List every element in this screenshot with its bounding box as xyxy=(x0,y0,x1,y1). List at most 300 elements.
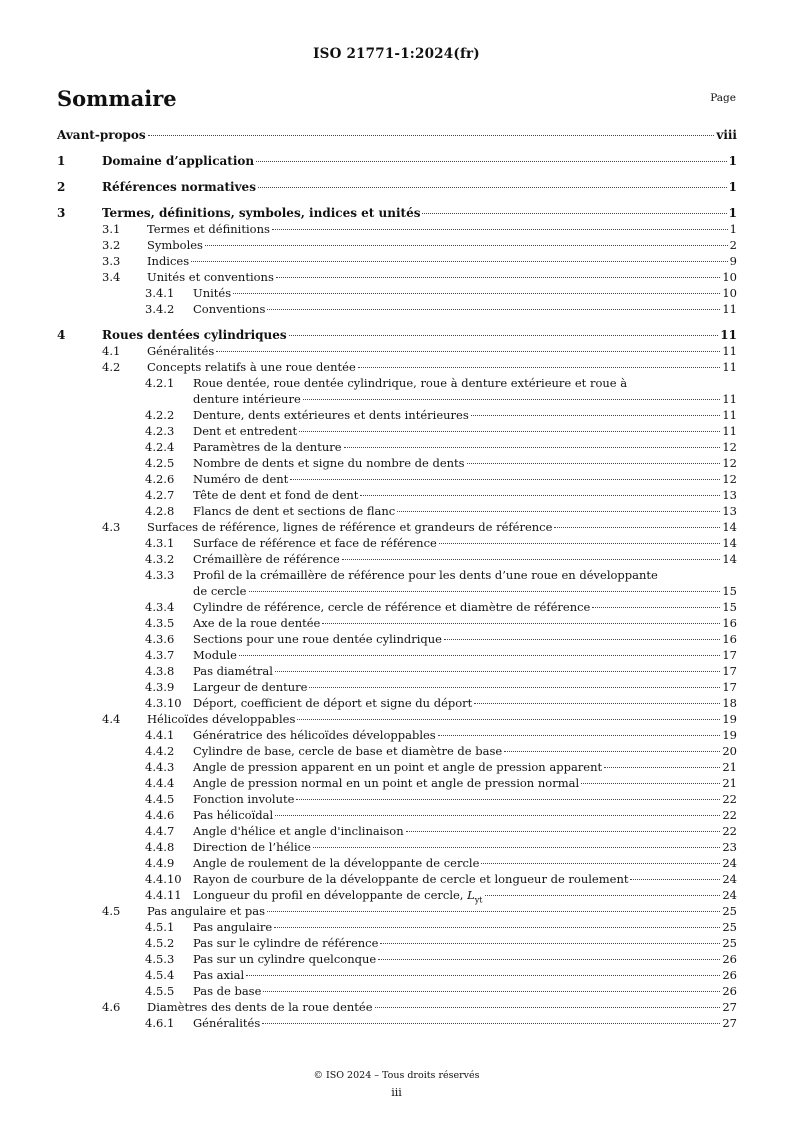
toc-entry-label[interactable] xyxy=(193,951,376,967)
toc-entry[interactable] xyxy=(57,951,737,967)
toc-entry-page: 15 xyxy=(722,600,737,614)
section-spacer xyxy=(57,169,737,179)
dot-leader xyxy=(309,687,720,688)
toc-entry-label[interactable] xyxy=(193,551,340,567)
toc-entry-wrap[interactable] xyxy=(57,375,737,391)
toc-entry[interactable] xyxy=(57,127,737,143)
toc-entry-page: 13 xyxy=(722,488,737,502)
toc-entry-text: Numéro de dent xyxy=(193,472,289,486)
toc-entry-text: Longueur du profil en développante de cercle, xyxy=(193,888,468,902)
toc-entry-text: Angle d'hélice et angle d'inclinaison xyxy=(193,824,404,838)
toc-entry[interactable] xyxy=(57,999,737,1015)
toc-entry-text: Pas de base xyxy=(193,984,262,998)
toc-entry-label[interactable] xyxy=(147,237,203,253)
toc-entry[interactable] xyxy=(57,519,737,535)
toc-entry-number: 4.2 xyxy=(102,360,121,374)
toc-entry-text: Généralités xyxy=(147,344,215,358)
toc-entry-label[interactable] xyxy=(193,285,231,301)
dot-leader xyxy=(249,591,721,592)
toc-entry-label[interactable] xyxy=(147,221,270,237)
toc-entry-label[interactable] xyxy=(193,583,247,599)
toc-entry[interactable] xyxy=(57,775,737,791)
toc-entry-number: 4.5.3 xyxy=(145,952,175,966)
toc-entry-number: 4.3.5 xyxy=(145,616,175,630)
toc-entry-label[interactable] xyxy=(102,153,254,169)
toc-entry-label[interactable] xyxy=(193,423,297,439)
toc-entry-label[interactable] xyxy=(193,487,358,503)
dot-leader xyxy=(191,261,728,262)
toc-entry-number: 4.5 xyxy=(102,904,121,918)
toc-entry-label[interactable] xyxy=(193,301,265,317)
toc-entry-page: 9 xyxy=(729,254,737,268)
toc-entry-text: Denture, dents extérieures et dents intérieures xyxy=(193,408,469,422)
toc-entry[interactable] xyxy=(57,823,737,839)
toc-entry-number: 4.4.3 xyxy=(145,760,175,774)
toc-entry-page: 26 xyxy=(722,952,737,966)
toc-entry-label[interactable] xyxy=(147,359,356,375)
toc-entry-number: 3.3 xyxy=(102,254,121,268)
toc-entry-number: 4.4.2 xyxy=(145,744,175,758)
toc-entry[interactable] xyxy=(57,407,737,423)
toc-entry-page: 16 xyxy=(722,616,737,630)
toc-entry-text: Concepts relatifs à une roue dentée xyxy=(147,360,356,374)
toc-entry-number: 3.2 xyxy=(102,238,121,252)
dot-leader xyxy=(299,431,720,432)
toc-entry-page: 14 xyxy=(722,520,737,534)
toc-entry-text: Références normatives xyxy=(102,180,256,194)
toc-entry[interactable] xyxy=(57,695,737,711)
toc-entry-number: 4.3.4 xyxy=(145,600,175,614)
dot-leader xyxy=(344,447,721,448)
toc-entry-wrap[interactable] xyxy=(57,567,737,583)
toc-entry-label[interactable] xyxy=(193,647,237,663)
toc-entry-text: Dent et entredent xyxy=(193,424,298,438)
toc-entry-number: 2 xyxy=(57,180,66,194)
toc-entry-page: 11 xyxy=(722,360,737,374)
toc-entry-number: 4.3.1 xyxy=(145,536,175,550)
toc-entry[interactable] xyxy=(57,935,737,951)
toc-entry-label[interactable] xyxy=(147,903,265,919)
toc-entry-number: 4.4.6 xyxy=(145,808,175,822)
toc-entry-label[interactable] xyxy=(193,839,311,855)
toc-entry-text: Roues dentées cylindriques xyxy=(102,328,287,342)
toc-entry-text: Pas diamétral xyxy=(193,664,273,678)
dot-leader xyxy=(406,831,721,832)
toc-entry-text: Diamètres des dents de la roue dentée xyxy=(147,1000,373,1014)
toc-entry-page: 26 xyxy=(722,968,737,982)
toc-entry-text: Axe de la roue dentée xyxy=(193,616,321,630)
toc-entry-number: 4.4.9 xyxy=(145,856,175,870)
toc-entry-page: 10 xyxy=(722,286,737,300)
toc-entry-page: 21 xyxy=(722,760,737,774)
toc-entry-label[interactable] xyxy=(193,391,301,407)
toc-entry[interactable] xyxy=(57,631,737,647)
page-column-label: Page xyxy=(710,92,736,104)
section-spacer xyxy=(57,317,737,327)
toc-entry[interactable] xyxy=(57,205,737,221)
toc-entry[interactable] xyxy=(57,269,737,285)
toc-entry-page: 25 xyxy=(722,936,737,950)
dot-leader xyxy=(444,639,720,640)
toc-entry-text: Pas sur le cylindre de référence xyxy=(193,936,379,950)
toc-entry[interactable] xyxy=(57,1015,737,1031)
toc-entry-number: 4.3.8 xyxy=(145,664,175,678)
toc-entry-number: 3 xyxy=(57,206,66,220)
toc-entry[interactable] xyxy=(57,903,737,919)
section-spacer xyxy=(57,195,737,205)
toc-entry[interactable] xyxy=(57,237,737,253)
toc-entry[interactable] xyxy=(57,487,737,503)
toc-entry-text: Cylindre de base, cercle de base et diamètre de base xyxy=(193,744,503,758)
toc-entry-label[interactable] xyxy=(193,615,320,631)
dot-leader xyxy=(504,751,720,752)
toc-entry-text: Domaine d’application xyxy=(102,154,255,168)
toc-entry-text: Direction de l’hélice xyxy=(193,840,311,854)
section-spacer xyxy=(57,143,737,153)
toc-entry-page: 11 xyxy=(722,408,737,422)
dot-leader xyxy=(554,527,720,528)
toc-entry[interactable] xyxy=(57,583,737,599)
toc-entry[interactable] xyxy=(57,887,737,903)
toc-entry-page: 10 xyxy=(722,270,737,284)
dot-leader xyxy=(592,607,720,608)
symbol: L xyxy=(467,888,475,902)
toc-entry-page: 12 xyxy=(722,456,737,470)
toc-entry-text: Symboles xyxy=(147,238,203,252)
toc-entry-number: 4.3.7 xyxy=(145,648,175,662)
toc-entry-text: Pas hélicoïdal xyxy=(193,808,274,822)
toc-entry-page: 11 xyxy=(722,302,737,316)
toc-entry-label[interactable] xyxy=(193,983,261,999)
toc-entry-page: 20 xyxy=(722,744,737,758)
toc-entry-label[interactable] xyxy=(193,695,472,711)
toc-entry-label-line1[interactable]: Roue dentée, roue dentée cylindrique, roue à denture extérieure et roue à xyxy=(193,376,628,390)
toc-entry-label[interactable] xyxy=(102,327,287,343)
dot-leader xyxy=(439,543,721,544)
toc-entry-label[interactable] xyxy=(57,127,146,143)
toc-entry-label[interactable] xyxy=(193,807,273,823)
dot-leader xyxy=(422,213,726,214)
toc-entry-number: 4.4.8 xyxy=(145,840,175,854)
toc-entry-number: 4.3.3 xyxy=(145,568,175,582)
dot-leader xyxy=(380,943,720,944)
dot-leader xyxy=(481,863,720,864)
toc-entry-page: 14 xyxy=(722,552,737,566)
dot-leader xyxy=(289,335,719,336)
toc-entry-page: 12 xyxy=(722,472,737,486)
toc-entry-number: 4.2.8 xyxy=(145,504,175,518)
toc-entry-label[interactable] xyxy=(147,269,274,285)
dot-leader xyxy=(263,991,720,992)
toc-entry[interactable] xyxy=(57,439,737,455)
toc-entry-label[interactable] xyxy=(193,455,465,471)
toc-entry-label[interactable] xyxy=(193,599,590,615)
toc-entry-number: 4.2.6 xyxy=(145,472,175,486)
dot-leader xyxy=(148,135,715,136)
toc-entry-text: Nombre de dents et signe du nombre de dents xyxy=(193,456,465,470)
dot-leader xyxy=(438,735,721,736)
toc-entry[interactable] xyxy=(57,253,737,269)
toc-entry-page: 17 xyxy=(722,664,737,678)
toc-entry-label[interactable] xyxy=(102,179,256,195)
toc-entry[interactable] xyxy=(57,679,737,695)
toc-entry[interactable] xyxy=(57,343,737,359)
toc-entry-text: de cercle xyxy=(193,584,247,598)
toc-entry-number: 4.2.1 xyxy=(145,376,175,390)
toc-entry[interactable] xyxy=(57,599,737,615)
toc-entry-page: 24 xyxy=(722,856,737,870)
dot-leader xyxy=(630,879,720,880)
toc-entry-label[interactable] xyxy=(193,935,378,951)
dot-leader xyxy=(358,367,721,368)
toc-entry-number: 4.6.1 xyxy=(145,1016,175,1030)
dot-leader xyxy=(246,975,720,976)
toc-entry-number: 4.3.10 xyxy=(145,696,182,710)
dot-leader xyxy=(262,1023,720,1024)
dot-leader xyxy=(258,187,727,188)
toc-entry[interactable] xyxy=(57,615,737,631)
toc-entry-number: 4.4.4 xyxy=(145,776,175,790)
toc-entry-text: Unités xyxy=(193,286,232,300)
toc-entry-number: 4.5.1 xyxy=(145,920,175,934)
page-number: iii xyxy=(391,1086,402,1099)
toc-entry-number: 4.4.5 xyxy=(145,792,175,806)
toc-entry[interactable] xyxy=(57,285,737,301)
toc-entry-text: Génératrice des hélicoïdes développables xyxy=(193,728,436,742)
toc-entry-text: Hélicoïdes développables xyxy=(147,712,296,726)
toc-entry-page: 19 xyxy=(722,712,737,726)
toc-entry-label[interactable] xyxy=(193,791,294,807)
toc-entry[interactable] xyxy=(57,711,737,727)
toc-entry[interactable] xyxy=(57,663,737,679)
toc-entry-text: Conventions xyxy=(193,302,266,316)
toc-entry[interactable] xyxy=(57,983,737,999)
toc-entry-page: 22 xyxy=(722,792,737,806)
toc-entry-text: Pas angulaire et pas xyxy=(147,904,266,918)
toc-entry-page: 2 xyxy=(729,238,737,252)
toc-entry-text: denture intérieure xyxy=(193,392,301,406)
toc-entry[interactable] xyxy=(57,839,737,855)
toc-entry-number: 4.2.5 xyxy=(145,456,175,470)
dot-leader xyxy=(267,309,720,310)
toc-entry-label[interactable] xyxy=(193,775,579,791)
toc-entry-number: 4.2.7 xyxy=(145,488,175,502)
dot-leader xyxy=(604,767,720,768)
toc-entry-label[interactable] xyxy=(193,759,602,775)
toc-entry-text: Déport, coefficient de déport et signe du déport xyxy=(193,696,473,710)
toc-entry[interactable] xyxy=(57,327,737,343)
dot-leader xyxy=(375,1007,721,1008)
toc-entry-number: 3.4 xyxy=(102,270,121,284)
toc-entry-text: Pas axial xyxy=(193,968,245,982)
toc-entry-page: 19 xyxy=(722,728,737,742)
toc-entry[interactable] xyxy=(57,455,737,471)
dot-leader xyxy=(256,161,727,162)
toc-entry-number: 4.2.2 xyxy=(145,408,175,422)
toc-entry-text: Largeur de denture xyxy=(193,680,308,694)
toc-entry-page: 1 xyxy=(728,154,737,168)
toc-entry[interactable] xyxy=(57,391,737,407)
toc-entry-number: 4.2.3 xyxy=(145,424,175,438)
toc-entry-page: 18 xyxy=(722,696,737,710)
toc-entry-text: Angle de roulement de la développante de cercle xyxy=(193,856,480,870)
toc-entry-number: 4.3.6 xyxy=(145,632,175,646)
toc-entry[interactable] xyxy=(57,791,737,807)
toc-entry-text: Pas angulaire xyxy=(193,920,273,934)
dot-leader xyxy=(267,911,720,912)
toc-entry-page: 24 xyxy=(722,872,737,886)
toc-entry-label[interactable] xyxy=(102,205,420,221)
toc-entry-text: Paramètres de la denture xyxy=(193,440,342,454)
toc-entry-page: 16 xyxy=(722,632,737,646)
toc-entry[interactable] xyxy=(57,221,737,237)
toc-entry-label[interactable] xyxy=(193,407,469,423)
dot-leader xyxy=(581,783,720,784)
toc-entry-page: 15 xyxy=(722,584,737,598)
toc-entry-text: Unités et conventions xyxy=(147,270,274,284)
dot-leader xyxy=(296,799,720,800)
toc-entry-page: 21 xyxy=(722,776,737,790)
toc-entry-text: Pas sur un cylindre quelconque xyxy=(193,952,377,966)
toc-entry-label[interactable] xyxy=(147,343,214,359)
symbol-subscript: yt xyxy=(474,895,483,905)
toc-entry-number: 4.2.4 xyxy=(145,440,175,454)
toc-entry-text: Module xyxy=(193,648,237,662)
dot-leader xyxy=(313,847,720,848)
dot-leader xyxy=(322,623,720,624)
dot-leader xyxy=(272,229,728,230)
toc-entry-label[interactable] xyxy=(193,855,479,871)
toc-entry-page: 12 xyxy=(722,440,737,454)
toc-entry[interactable] xyxy=(57,503,737,519)
toc-entry-page: 14 xyxy=(722,536,737,550)
toc-entry-label[interactable] xyxy=(147,519,552,535)
toc-entry-text: Tête de dent et fond de dent xyxy=(193,488,359,502)
dot-leader xyxy=(471,415,721,416)
toc-entry-page: 25 xyxy=(722,920,737,934)
toc-entry[interactable] xyxy=(57,919,737,935)
toc-entry-label[interactable] xyxy=(193,503,395,519)
toc-entry-page: 1 xyxy=(729,222,737,236)
toc-entry-label[interactable] xyxy=(193,919,272,935)
toc-entry-text: Angle de pression normal en un point et angle de pression normal xyxy=(193,776,580,790)
toc-entry-label[interactable] xyxy=(193,663,273,679)
document-id: ISO 21771-1:2024(fr) xyxy=(313,46,480,62)
toc-entry-label[interactable] xyxy=(193,743,502,759)
toc-entry-page: 13 xyxy=(722,504,737,518)
toc-entry-text: Flancs de dent et sections de flanc xyxy=(193,504,396,518)
toc-entry[interactable] xyxy=(57,153,737,169)
toc-entry-label[interactable] xyxy=(193,823,404,839)
dot-leader xyxy=(275,815,720,816)
toc-entry[interactable] xyxy=(57,759,737,775)
toc-entry-text: Surface de référence et face de référence xyxy=(193,536,437,550)
toc-entry-label[interactable] xyxy=(147,999,373,1015)
dot-leader xyxy=(467,463,721,464)
dot-leader xyxy=(276,277,721,278)
toc-entry-number: 3.1 xyxy=(102,222,121,236)
toc-entry-text: Termes, définitions, symboles, indices et unités xyxy=(102,206,421,220)
dot-leader xyxy=(275,671,720,672)
toc-entry[interactable] xyxy=(57,855,737,871)
toc-entry[interactable] xyxy=(57,967,737,983)
toc-entry-page: 1 xyxy=(728,180,737,194)
toc-entry-number: 4.4.7 xyxy=(145,824,175,838)
toc-entry-number: 4 xyxy=(57,328,66,342)
dot-leader xyxy=(342,559,721,560)
toc-entry-label[interactable] xyxy=(193,631,442,647)
toc-entry[interactable] xyxy=(57,551,737,567)
toc-entry-label[interactable] xyxy=(193,535,437,551)
dot-leader xyxy=(239,655,720,656)
toc-entry[interactable] xyxy=(57,301,737,317)
dot-leader xyxy=(378,959,720,960)
toc-entry[interactable] xyxy=(57,647,737,663)
toc-entry-number: 4.5.2 xyxy=(145,936,175,950)
toc-entry-number: 4.3 xyxy=(102,520,121,534)
toc-entry[interactable] xyxy=(57,359,737,375)
toc-entry-label[interactable] xyxy=(193,967,244,983)
toc-entry[interactable] xyxy=(57,807,737,823)
toc-entry-text: Cylindre de référence, cercle de référence et diamètre de référence xyxy=(193,600,591,614)
toc-entry-label[interactable] xyxy=(193,471,288,487)
toc-entry[interactable] xyxy=(57,423,737,439)
table-of-contents xyxy=(57,127,737,1031)
toc-entry-number: 3.4.1 xyxy=(145,286,175,300)
dot-leader xyxy=(485,895,721,896)
dot-leader xyxy=(216,351,720,352)
dot-leader xyxy=(360,495,720,496)
dot-leader xyxy=(205,245,728,246)
toc-entry-page: 25 xyxy=(722,904,737,918)
toc-entry-label[interactable] xyxy=(193,871,628,887)
toc-entry[interactable] xyxy=(57,471,737,487)
toc-entry[interactable] xyxy=(57,179,737,195)
toc-entry-text: Angle de pression apparent en un point et angle de pression apparent xyxy=(193,760,603,774)
copyright-notice: © ISO 2024 – Tous droits réservés xyxy=(313,1070,480,1081)
toc-entry[interactable] xyxy=(57,871,737,887)
toc-entry-label[interactable] xyxy=(193,679,307,695)
toc-entry-number: 4.3.9 xyxy=(145,680,175,694)
toc-entry-text: Termes et définitions xyxy=(147,222,270,236)
toc-entry-page: 17 xyxy=(722,648,737,662)
toc-entry[interactable] xyxy=(57,727,737,743)
toc-entry-page: 27 xyxy=(722,1016,737,1030)
toc-entry-page: 17 xyxy=(722,680,737,694)
toc-entry-label[interactable] xyxy=(193,727,436,743)
dot-leader xyxy=(233,293,720,294)
toc-entry-text: Sections pour une roue dentée cylindrique xyxy=(193,632,442,646)
dot-leader xyxy=(474,703,720,704)
toc-entry-page: 23 xyxy=(722,840,737,854)
toc-entry-label[interactable] xyxy=(147,253,189,269)
page-title: Sommaire xyxy=(57,86,177,111)
toc-entry-label[interactable] xyxy=(147,711,295,727)
toc-entry-label[interactable] xyxy=(193,1015,260,1031)
toc-entry[interactable] xyxy=(57,535,737,551)
toc-entry-page: 24 xyxy=(722,888,737,902)
dot-leader xyxy=(303,399,721,400)
dot-leader xyxy=(397,511,720,512)
toc-entry-page: 22 xyxy=(722,808,737,822)
toc-entry[interactable] xyxy=(57,743,737,759)
toc-entry-text: Crémaillère de référence xyxy=(193,552,340,566)
toc-entry-number: 4.5.4 xyxy=(145,968,175,982)
toc-entry-label-line1[interactable]: Profil de la crémaillère de référence pour les dents d’une roue en développante xyxy=(193,568,658,582)
toc-entry-text: Indices xyxy=(147,254,190,268)
toc-entry-label[interactable] xyxy=(193,439,342,455)
toc-entry-page: 11 xyxy=(720,328,737,342)
